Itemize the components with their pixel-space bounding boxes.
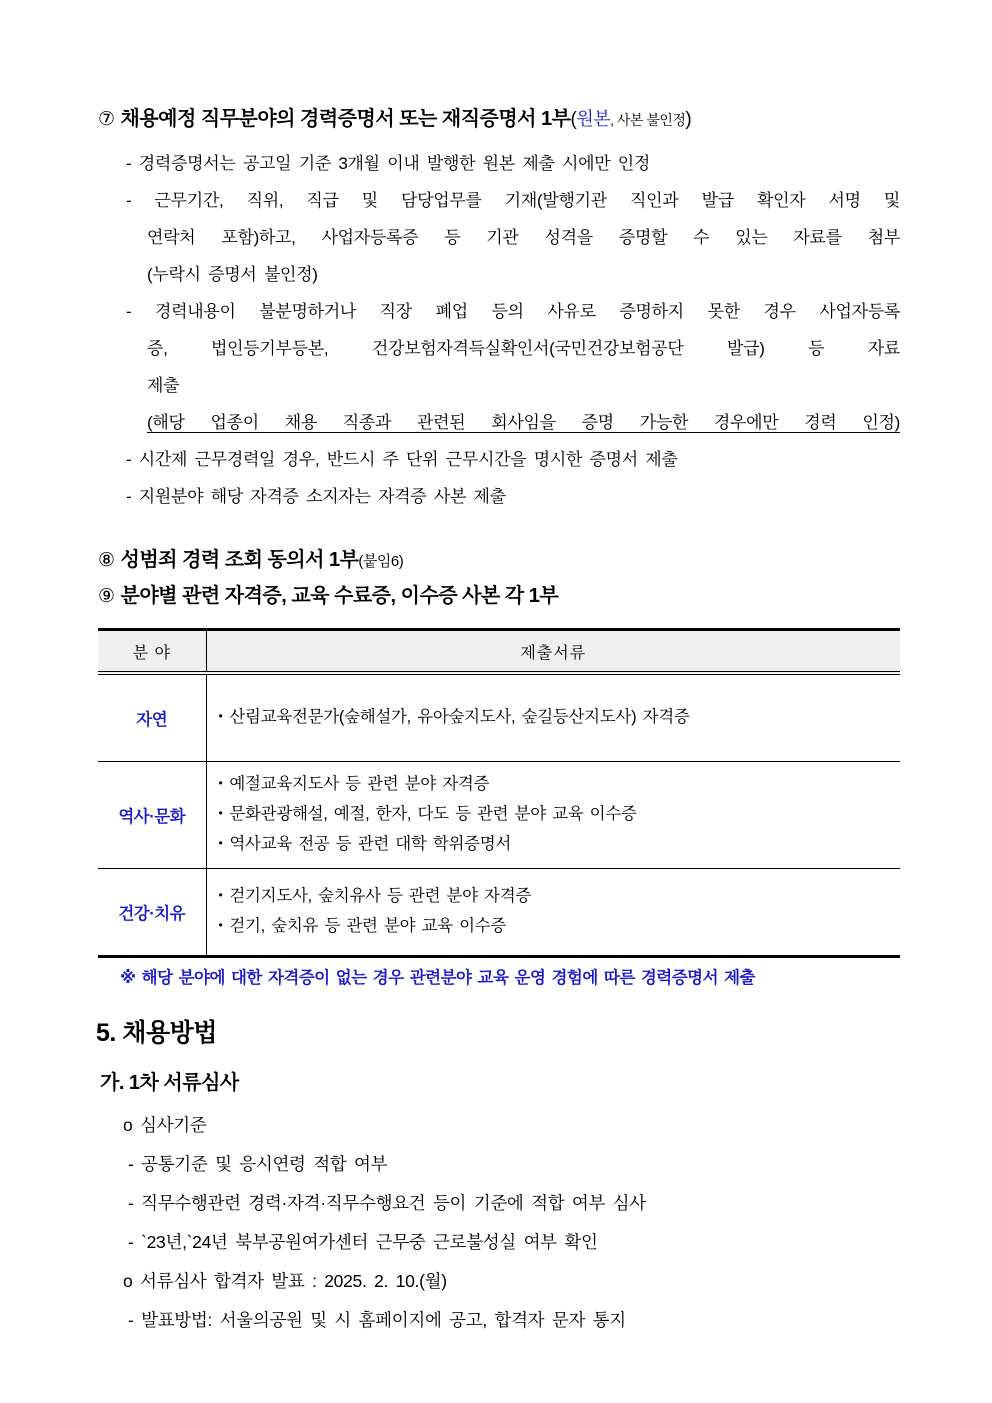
item7-copy-note: 사본 불인정 — [613, 112, 686, 128]
item7-line: 연락처 포함)하고, 사업자등록증 등 기관 성격을 증명할 수 있는 자료를 첨부 — [147, 228, 900, 247]
category-label-nature: 자연 — [98, 673, 206, 762]
item7-line: - 경력내용이 불분명하거나 직장 폐업 등의 사유로 증명하지 못한 경우 사업자등록 — [126, 302, 900, 321]
table-header-documents: 제출서류 — [206, 630, 900, 674]
item8-number: ⑧ — [98, 550, 115, 571]
item7-paren-open: ( — [570, 109, 577, 130]
document-item-text: 예절교육지도사 등 관련 분야 자격증 — [229, 775, 490, 793]
item7-original-label: 원본 — [576, 109, 611, 129]
document-item-text: 산림교육전문가(숲해설가, 유아숲지도사, 숲길등산지도사) 자격증 — [229, 708, 690, 726]
item9-title: 분야별 관련 자격증, 교육 수료증, 이수증 사본 각 1부 — [120, 585, 559, 607]
item7-line-underlined: (해당 업종이 채용 직종과 관련된 회사임을 증명 가능한 경우에만 경력 인정) — [147, 413, 900, 432]
item7-heading — [98, 104, 900, 135]
section5-line: - 발표방법: 서울의공원 및 시 홈페이지에 공고, 합격자 문자 통지 — [128, 1310, 626, 1330]
table-row-nature — [98, 673, 900, 762]
item7-line: 제출 — [147, 376, 180, 395]
item9-number: ⑨ — [98, 586, 115, 607]
item7-paren-close: ) — [685, 109, 692, 130]
section5-line: - 직무수행관련 경력·자격·직무수행요건 등이 기준에 적합 여부 심사 — [128, 1193, 646, 1213]
table-footnote: ※ 해당 분야에 대한 자격증이 없는 경우 관련분야 교육 운영 경험에 따른 경력증명서 제출 — [120, 969, 756, 987]
documents-cell — [206, 762, 900, 869]
item7-line: - 경력증명서는 공고일 기준 3개월 이내 발행한 원본 제출 시에만 인정 — [126, 154, 651, 173]
item7-title: 채용예정 직무분야의 경력증명서 또는 재직증명서 1부 — [120, 108, 571, 130]
item7-line: 증, 법인등기부등본, 건강보험자격득실확인서(국민건강보험공단 발급) 등 자료 — [147, 339, 900, 358]
document-item-text: 문화관광해설, 예절, 한자, 다도 등 관련 분야 교육 이수증 — [229, 805, 637, 823]
document-item-text: 역사교육 전공 등 관련 대학 학위증명서 — [229, 835, 512, 853]
section5-lines — [98, 1106, 900, 1340]
category-label-history-culture: 역사·문화 — [98, 762, 206, 869]
document-item — [219, 770, 895, 800]
item7-comma: , — [610, 112, 614, 128]
section5-line: - 공통기준 및 응시연령 적합 여부 — [128, 1154, 388, 1174]
item7-line: - 지원분야 해당 자격증 소지자는 자격증 사본 제출 — [126, 487, 506, 506]
section5-line: - `23년,`24년 북부공원여가센터 근무중 근로불성실 여부 확인 — [128, 1232, 598, 1252]
document-item — [219, 703, 895, 733]
item9-heading — [98, 581, 900, 612]
document-item — [219, 830, 895, 860]
document-item-text: 걷기, 숲치유 등 관련 분야 교육 이수증 — [229, 917, 506, 935]
item7-line: - 근무기간, 직위, 직급 및 담당업무를 기재(발행기관 직인과 발급 확인자 서명 및 — [126, 191, 900, 210]
item8-title: 성범죄 경력 조회 동의서 1부 — [120, 549, 359, 571]
category-label-health-healing: 건강·치유 — [98, 869, 206, 957]
section5-line: o 서류심사 합격자 발표 : 2025. 2. 10.(월) — [123, 1271, 447, 1291]
section5-line: o 심사기준 — [123, 1115, 207, 1135]
table-row-health-healing — [98, 869, 900, 957]
bullet-icon: • — [218, 918, 223, 932]
document-item — [219, 882, 895, 912]
table-header-row — [98, 630, 900, 674]
bullet-icon: • — [218, 888, 223, 902]
section5-heading: 5. 채용방법 — [96, 1019, 217, 1047]
document-item — [219, 800, 895, 830]
bullet-icon: • — [218, 776, 223, 790]
bullet-icon: • — [218, 836, 223, 850]
document-item — [219, 912, 895, 942]
item8-attachment-ref: (붙임6) — [358, 553, 404, 570]
item7-number: ⑦ — [98, 109, 115, 130]
item7-lines — [98, 145, 900, 515]
document-item-text: 걷기지도사, 숲치유사 등 관련 분야 자격증 — [229, 887, 531, 905]
table-row-history-culture — [98, 762, 900, 869]
item8-heading — [98, 545, 900, 577]
bullet-icon: • — [218, 806, 223, 820]
item7-line: - 시간제 근무경력일 경우, 반드시 주 단위 근무시간을 명시한 증명서 제출 — [126, 450, 678, 469]
documents-cell — [206, 869, 900, 957]
submission-documents-table — [98, 628, 900, 958]
bullet-icon: • — [218, 709, 223, 723]
table-header-category: 분 야 — [98, 630, 206, 674]
documents-cell — [206, 673, 900, 762]
item7-line: (누락시 증명서 불인정) — [147, 265, 318, 284]
section5-subheading: 가. 1차 서류심사 — [100, 1072, 239, 1094]
